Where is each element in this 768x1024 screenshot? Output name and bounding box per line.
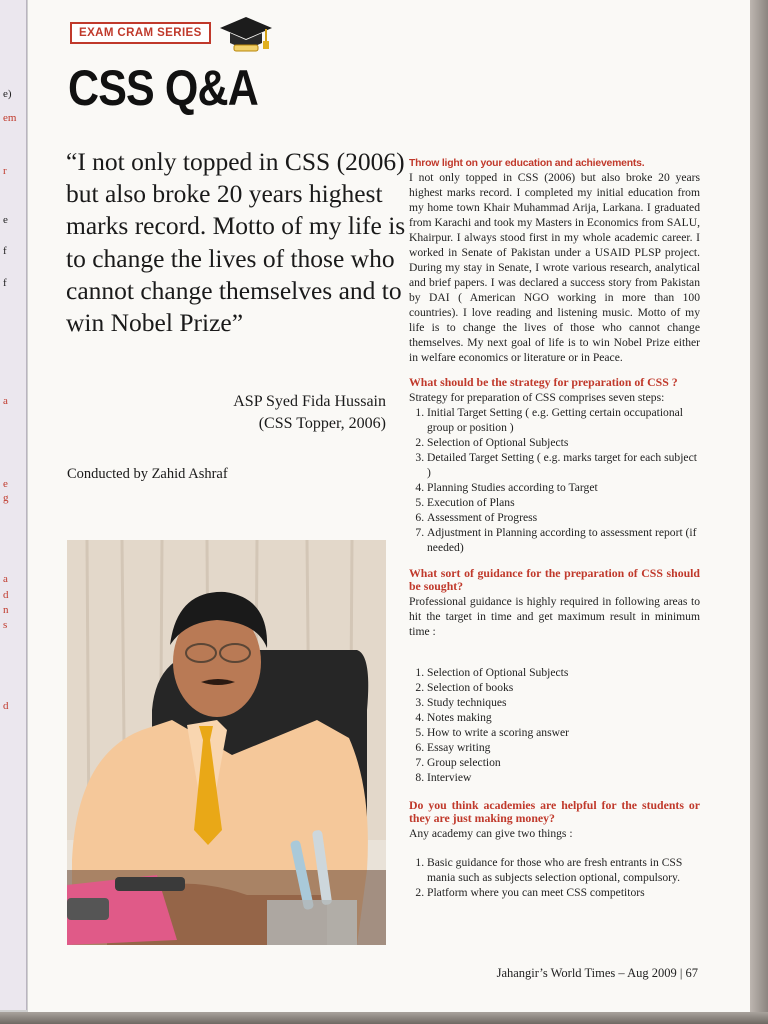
- answer-intro: Any academy can give two things :: [409, 826, 573, 840]
- list-item: 1. Initial Target Setting ( e.g. Getting certain occupational group or position ): [427, 405, 700, 435]
- author-credential: (CSS Topper, 2006): [258, 415, 386, 432]
- margin-fragment: d: [3, 589, 9, 601]
- list-item: 1. Basic guidance for those who are fresh entrants in CSS mania such as subjects selection optional, compulsory.: [427, 855, 700, 885]
- margin-fragment: a: [3, 395, 8, 407]
- interviewer-credit: Conducted by Zahid Ashraf: [67, 466, 228, 482]
- list-item: 3. Study techniques: [427, 695, 700, 710]
- list-item: 8. Interview: [427, 770, 700, 785]
- margin-fragment: f: [3, 277, 7, 289]
- question-heading: What sort of guidance for the preparation of CSS should be sought?: [409, 565, 700, 593]
- list-item: 6. Essay writing: [427, 740, 700, 755]
- list-item: 2. Selection of Optional Subjects: [427, 435, 700, 450]
- margin-fragment: a: [3, 573, 8, 585]
- margin-fragment: s: [3, 619, 8, 631]
- guidance-areas-list: [409, 665, 700, 785]
- previous-page-edge: [0, 0, 27, 1010]
- page-number: 67: [685, 966, 698, 980]
- margin-fragment: f: [3, 245, 7, 257]
- list-item: 2. Platform where you can meet CSS competitors: [427, 885, 700, 900]
- question-heading: Do you think academies are helpful for the students or they are just making money?: [409, 797, 700, 825]
- page-bottom-shadow: [0, 1012, 768, 1024]
- margin-fragment: r: [3, 165, 7, 177]
- graduation-cap-icon: [216, 12, 274, 54]
- list-item: 4. Planning Studies according to Target: [427, 480, 700, 495]
- list-item: 7. Group selection: [427, 755, 700, 770]
- page-footer: [480, 966, 698, 981]
- footer-separator: |: [679, 966, 683, 980]
- margin-fragment: g: [3, 492, 9, 504]
- answer-intro: Professional guidance is highly required in following areas to hit the target in time and get maximum result in minimum time :: [409, 594, 700, 638]
- list-item: 5. Execution of Plans: [427, 495, 700, 510]
- quote-attribution: [150, 391, 386, 435]
- list-item: 1. Selection of Optional Subjects: [427, 665, 700, 680]
- question-heading: Throw light on your education and achievements.: [409, 158, 645, 169]
- list-item: 7. Adjustment in Planning according to assessment report (if needed): [427, 525, 700, 555]
- answer-intro: Strategy for preparation of CSS comprises seven steps:: [409, 390, 665, 404]
- interviewee-photo: [67, 540, 386, 945]
- list-item: 3. Detailed Target Setting ( e.g. marks target for each subject ): [427, 450, 700, 480]
- list-item: 2. Selection of books: [427, 680, 700, 695]
- list-item: 4. Notes making: [427, 710, 700, 725]
- page-spine-shadow: [750, 0, 768, 1024]
- list-item: 5. How to write a scoring answer: [427, 725, 700, 740]
- series-badge: EXAM CRAM SERIES: [70, 22, 211, 44]
- margin-fragment: d: [3, 700, 9, 712]
- page-title: CSS Q&A: [68, 60, 258, 116]
- margin-fragment: e: [3, 214, 8, 226]
- answer-text: I not only topped in CSS (2006) but also broke 20 years highest marks record. I completed my initial education from my home town Khair Muhammad Arija, Larkana. I graduated from Karachi and took my Masters in Economics from SALU, Khairpur. I always stood first in my whole academic career. I worked in Senate of Pakistan under a USAID PLSP project. During my stay in Senate, I wrote various research, analytical and brief papers. I was declared a success story from Pakistan by DAI ( American NGO working in more than 100 countries). I love reading and listening music. Motto of my life is to change the lives of those who cannot change themselves. My next goal of life is to win Nobel Prize either in welfare economics or literature or in Peace.: [409, 171, 700, 364]
- margin-fragment: e): [3, 88, 12, 100]
- question-heading: What should be the strategy for preparation of CSS ?: [409, 375, 678, 389]
- margin-fragment: em: [3, 112, 17, 124]
- magazine-issue: Jahangir’s World Times – Aug 2009: [496, 966, 677, 980]
- academy-benefits-list: [409, 855, 700, 900]
- author-name: ASP Syed Fida Hussain: [233, 393, 386, 410]
- margin-fragment: n: [3, 604, 9, 616]
- margin-fragment: e: [3, 478, 8, 490]
- interview-column: [409, 157, 700, 900]
- strategy-steps-list: [409, 405, 700, 555]
- list-item: 6. Assessment of Progress: [427, 510, 700, 525]
- pull-quote: “I not only topped in CSS (2006) but also broke 20 years highest marks record. Motto of my life is to change the lives of those who cannot change themselves and to win Nobel Prize”: [66, 147, 406, 338]
